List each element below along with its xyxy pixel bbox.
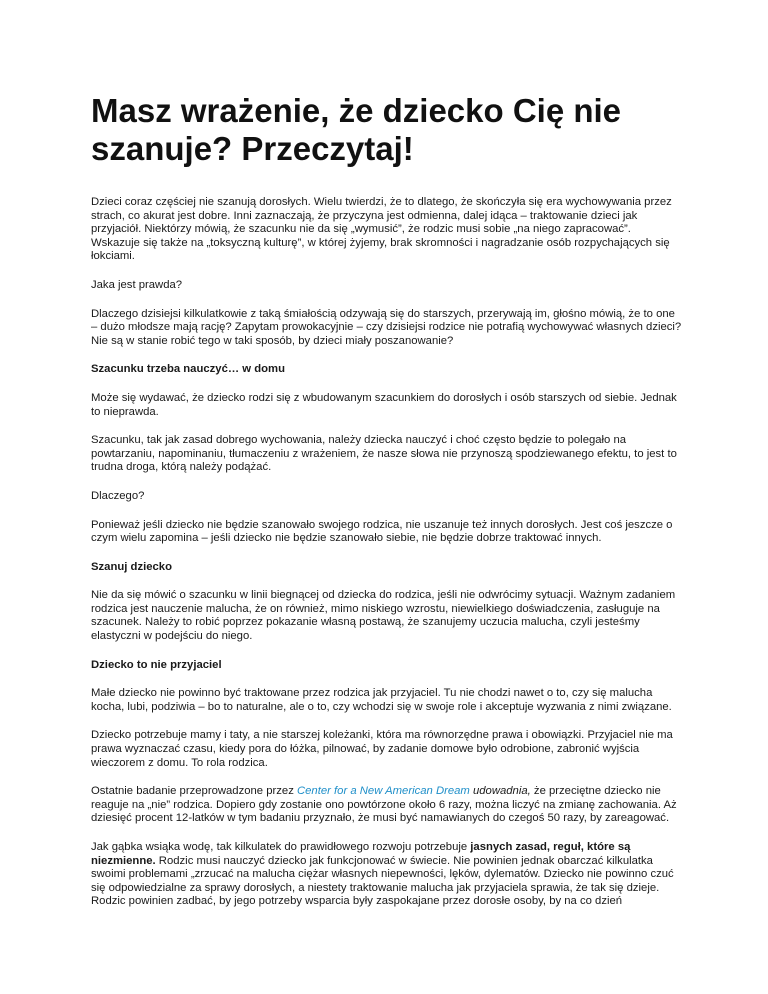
paragraph-respect: Nie da się mówić o szacunku w linii biegnącej od dziecka do rodzica, jeśli nie odwrócimy sytuacji. Ważnym zadaniem rodzica jest nauczenie malucha, że on również, mimo niskiego wzrostu, niewielkiego doświadczenia, zasługuje na szacunek. Należy to robić poprzez pokazanie własną postawą, że szanujemy uczucia malucha, czyli jesteśmy elastyczni w podejściu do niego.	[91, 589, 676, 643]
sponge-text-after: Rodzic musi nauczyć dziecko jak funkcjonować w świecie. Nie powinien jednak obarczać kilkulatka swoimi problemami „zrzucać na malucha ciężar własnych niepewności, lęków, dylematów. Dziecko nie powinno czuć się odpowiedzialne za sprawy dorosłych, a niestety traktowanie malucha jak przyjaciela sprawia, że tak się dzieje. Rodzic powinien zadbać, by jego potrzeby wsparcia były zaspokajane przez dorosłe osoby, by na co dzień	[91, 854, 674, 908]
paragraph-dlaczego: Dlaczego?	[91, 489, 145, 502]
paragraph-sponge	[91, 841, 683, 909]
sponge-text-bold: jasnych zasad, reguł, które są niezmienne.	[91, 841, 631, 867]
document-page	[91, 92, 683, 924]
paragraph-born: Może się wydawać, że dziecko rodzi się z wbudowanym szacunkiem do dorosłych i osób starszych od siebie. Jednak to nieprawda.	[91, 391, 677, 418]
study-text-italic: udowadnia,	[469, 785, 531, 798]
paragraph-study	[91, 785, 683, 826]
section-heading-home: Szacunku trzeba nauczyć… w domu	[91, 363, 285, 376]
paragraph-because: Ponieważ jeśli dziecko nie będzie szanowało swojego rodzica, nie uszanuje też innych dorosłych. Jest coś jeszcze o czym wielu zapomina – jeśli dziecko nie będzie szanowało siebie, nie będzie dobrze traktować innych.	[91, 518, 673, 545]
paragraph-intro: Dzieci coraz częściej nie szanują dorosłych. Wielu twierdzi, że to dlatego, że skończyła się era wychowywania przez strach, co akurat jest dobre. Inni zaznaczają, że przyczyna jest odmienna, dalej idąca – traktowanie dzieci jak przyjaciół. Niektórzy mówią, że szacunku nie da się „wymusić”, że rodzic musi sobie „na niego zapracować”. Wskazuje się także na „toksyczną kulturę”, w której żyjemy, brak skromności i nagradzanie osób rozpychających się łokciami.	[91, 196, 672, 263]
section-heading-respect-child: Szanuj dziecko	[91, 560, 172, 573]
sponge-text-before: Jak gąbka wsiąka wodę, tak kilkulatek do prawidłowego rozwoju potrzebuje	[91, 841, 471, 853]
study-link[interactable]: Center for a New American Dream	[296, 785, 470, 798]
article-title: Masz wrażenie, że dziecko Cię nie szanuje? Przeczytaj!	[91, 92, 622, 167]
paragraph-question: Jaka jest prawda?	[91, 278, 183, 291]
paragraph-not-friend: Małe dziecko nie powinno być traktowane przez rodzica jak przyjaciel. Tu nie chodzi nawet o to, czy się malucha kocha, lubi, podziwia – bo to naturalne, ale o to, czy wchodzi się w swoje role i akceptuje wyzwania z nimi związane.	[91, 687, 672, 713]
study-text-after: że przeciętne dziecko nie reaguje na „nie” rodzica. Dopiero gdy zostanie ono powtórzone około 6 razy, można liczyć na zmianę zachowania. Aż dziesięć procent 12-latków w tym badaniu przyznało, że musi być namawianych do czegoś 50 razy, by zareagować.	[91, 785, 677, 825]
paragraph-teach: Szacunku, tak jak zasad dobrego wychowania, należy dziecka nauczyć i choć często będzie to polegało na powtarzaniu, napominaniu, tłumaczeniu z wrażeniem, że nasze słowa nie przynoszą spodziewanego efektu, to jest to trudna droga, którą należy podążać.	[91, 434, 677, 474]
section-heading-not-friend: Dziecko to nie przyjaciel	[91, 658, 222, 671]
paragraph-parents: Dziecko potrzebuje mamy i taty, a nie starszej koleżanki, która ma równorzędne prawa i obowiązki. Przyjaciel nie ma prawa wyznaczać czasu, kiedy pora do łóżka, pilnować, by zadanie domowe było odrobione, zabronić wyjścia wieczorem z domu. To rola rodzica.	[91, 729, 673, 769]
paragraph-why: Dlaczego dzisiejsi kilkulatkowie z taką śmiałością odzywają się do starszych, przerywają im, głośno mówią, że to one – dużo młodsze mają rację? Zapytam prowokacyjnie – czy dzisiejsi rodzice nie potrafią wychowywać własnych dzieci? Nie są w stanie robić tego w taki sposób, by dzieci miały poszanowanie?	[91, 307, 682, 347]
study-text-before: Ostatnie badanie przeprowadzone przez	[91, 785, 297, 798]
